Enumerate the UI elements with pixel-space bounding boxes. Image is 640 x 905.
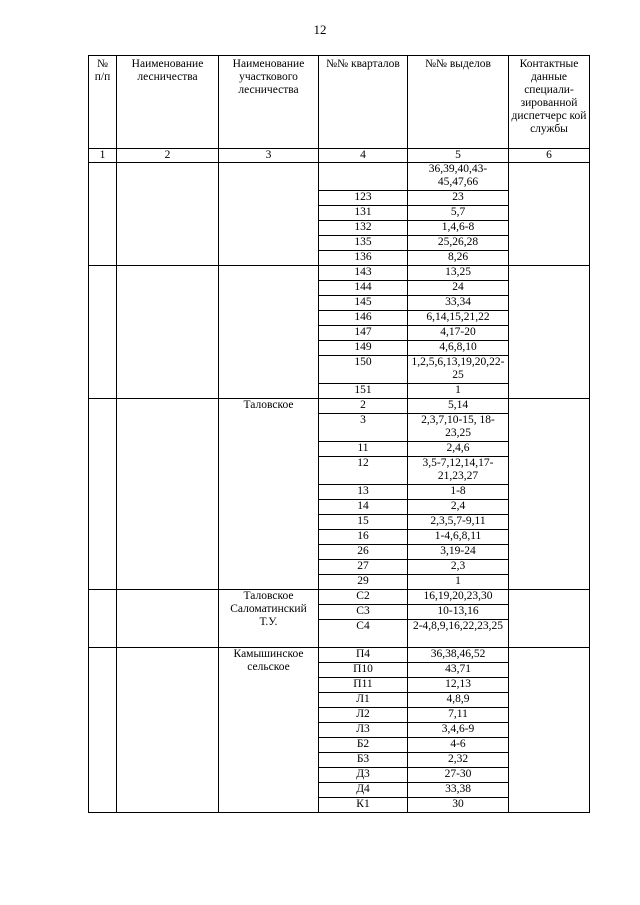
vydel-cell: 30 [408,798,509,813]
district-cell: Камышинское сельское [219,648,319,813]
kvartal-cell: П11 [319,678,408,693]
district-cell [219,266,319,399]
contact-cell [509,590,590,648]
vydel-cell: 8,26 [408,251,509,266]
vydel-cell: 23 [408,191,509,206]
kvartal-cell: 132 [319,221,408,236]
page-number: 12 [313,22,327,37]
column-number: 3 [219,149,319,163]
vydel-cell: 24 [408,281,509,296]
vydel-cell: 4-6 [408,738,509,753]
table-body [89,163,590,813]
vydel-cell: 36,38,46,52 [408,648,509,663]
column-number: 6 [509,149,590,163]
column-number: 1 [89,149,117,163]
row-number-cell [89,163,117,266]
contact-cell [509,648,590,813]
vydel-cell: 13,25 [408,266,509,281]
row-number-cell [89,648,117,813]
vydel-cell: 2-4,8,9,16,22,23,25 [408,620,509,648]
vydel-cell: 1,2,5,6,13,19,20,22-25 [408,356,509,384]
column-number: 2 [117,149,219,163]
header-contacts: Контактные данные специали-зированной диспетчерс кой службы [509,56,590,149]
kvartal-cell: 27 [319,560,408,575]
vydel-cell: 43,71 [408,663,509,678]
kvartal-cell: К1 [319,798,408,813]
header-number: № п/п [89,56,117,149]
forestry-cell [117,648,219,813]
kvartal-cell: 29 [319,575,408,590]
row-number-cell [89,590,117,648]
vydel-cell: 2,3 [408,560,509,575]
vydel-cell: 4,17-20 [408,326,509,341]
header-kvartals: №№ кварталов [319,56,408,149]
vydel-cell: 5,14 [408,399,509,414]
contact-cell [509,163,590,266]
kvartal-cell: 145 [319,296,408,311]
vydel-cell: 2,32 [408,753,509,768]
vydel-cell: 3,5-7,12,14,17-21,23,27 [408,457,509,485]
vydel-cell: 7,11 [408,708,509,723]
header-district-name: Наименование участкового лесничества [219,56,319,149]
forestry-cell [117,266,219,399]
kvartal-cell: С3 [319,605,408,620]
kvartal-cell: 123 [319,191,408,206]
vydel-cell: 2,4,6 [408,442,509,457]
vydel-cell: 1 [408,575,509,590]
vydel-cell: 2,3,7,10-15, 18-23,25 [408,414,509,442]
vydel-cell: 1-4,6,8,11 [408,530,509,545]
vydel-cell: 4,8,9 [408,693,509,708]
kvartal-cell: Л1 [319,693,408,708]
header-forestry-name: Наименование лесничества [117,56,219,149]
row-number-cell [89,399,117,590]
vydel-cell: 36,39,40,43-45,47,66 [408,163,509,191]
kvartal-cell: 143 [319,266,408,281]
forestry-table [88,55,590,813]
kvartal-cell: Д3 [319,768,408,783]
forestry-cell [117,163,219,266]
kvartal-cell: 151 [319,384,408,399]
kvartal-cell: 136 [319,251,408,266]
kvartal-cell: Л3 [319,723,408,738]
table-row [89,163,590,191]
kvartal-cell: 131 [319,206,408,221]
kvartal-cell: 150 [319,356,408,384]
column-number: 4 [319,149,408,163]
table-row [89,266,590,281]
kvartal-cell: 3 [319,414,408,442]
column-number-row [89,149,590,163]
kvartal-cell: Д4 [319,783,408,798]
vydel-cell: 3,4,6-9 [408,723,509,738]
vydel-cell: 12,13 [408,678,509,693]
contact-cell [509,399,590,590]
kvartal-cell: Б3 [319,753,408,768]
vydel-cell: 2,4 [408,500,509,515]
kvartal-cell: 15 [319,515,408,530]
contact-cell [509,266,590,399]
vydel-cell: 33,34 [408,296,509,311]
kvartal-cell: 149 [319,341,408,356]
vydel-cell: 2,3,5,7-9,11 [408,515,509,530]
table-row [89,648,590,663]
row-number-cell [89,266,117,399]
vydel-cell: 6,14,15,21,22 [408,311,509,326]
kvartal-cell [319,163,408,191]
forestry-cell [117,590,219,648]
district-cell: Таловское Саломатинский Т.У. [219,590,319,648]
district-cell: Таловское [219,399,319,590]
kvartal-cell: 2 [319,399,408,414]
vydel-cell: 4,6,8,10 [408,341,509,356]
header-vydels: №№ выделов [408,56,509,149]
kvartal-cell: 144 [319,281,408,296]
vydel-cell: 1-8 [408,485,509,500]
kvartal-cell: Б2 [319,738,408,753]
column-number: 5 [408,149,509,163]
kvartal-cell: 12 [319,457,408,485]
kvartal-cell: С2 [319,590,408,605]
kvartal-cell: 13 [319,485,408,500]
kvartal-cell: 135 [319,236,408,251]
vydel-cell: 16,19,20,23,30 [408,590,509,605]
vydel-cell: 5,7 [408,206,509,221]
kvartal-cell: С4 [319,620,408,648]
table-row [89,590,590,605]
kvartal-cell: 26 [319,545,408,560]
kvartal-cell: П4 [319,648,408,663]
vydel-cell: 27-30 [408,768,509,783]
kvartal-cell: П10 [319,663,408,678]
vydel-cell: 1 [408,384,509,399]
kvartal-cell: 16 [319,530,408,545]
vydel-cell: 10-13,16 [408,605,509,620]
vydel-cell: 1,4,6-8 [408,221,509,236]
kvartal-cell: 11 [319,442,408,457]
table-row [89,399,590,414]
kvartal-cell: 147 [319,326,408,341]
forestry-cell [117,399,219,590]
kvartal-cell: 146 [319,311,408,326]
vydel-cell: 25,26,28 [408,236,509,251]
vydel-cell: 3,19-24 [408,545,509,560]
table-header-row [89,56,590,149]
district-cell [219,163,319,266]
kvartal-cell: 14 [319,500,408,515]
kvartal-cell: Л2 [319,708,408,723]
vydel-cell: 33,38 [408,783,509,798]
